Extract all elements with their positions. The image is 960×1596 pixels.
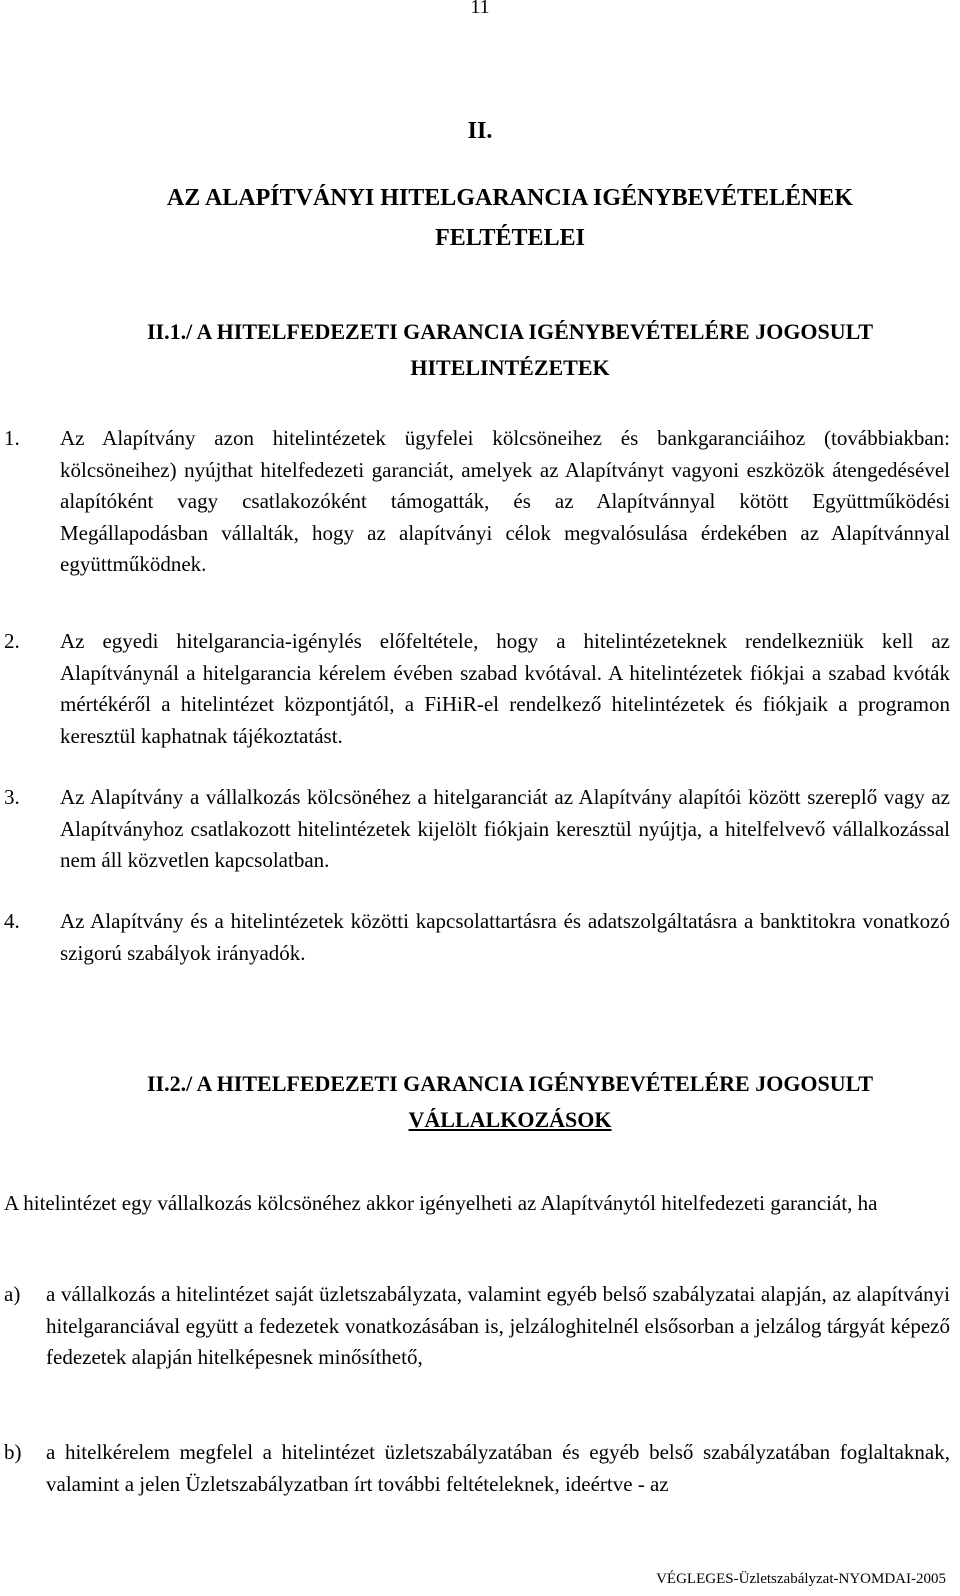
item-text: Az egyedi hitelgarancia-igénylés előfeltétele, hogy a hitelintézeteknek rendelkezniük kell az Alapítványnál a hitelgarancia kérelem évében szabad kvótával. A hitelintézetek fiókjai a szabad kvóták mértékéről a hitelintézet központjától, a FiHiR-el rendelkező hitelintézetek és fiókjaik a programon keresztül kaphatnak tájékoztatást. [60, 629, 950, 748]
chapter-number: II. [467, 118, 493, 144]
item-letter: b) [4, 1440, 22, 1464]
chapter-title-line1: AZ ALAPÍTVÁNYI HITELGARANCIA IGÉNYBEVÉTELÉNEK [166, 185, 854, 211]
item-number: 2. [4, 629, 20, 653]
section1-item-2 [0, 626, 950, 752]
item-text: a vállalkozás a hitelintézet saját üzletszabályzata, valamint egyéb belső szabályzatai alapján, az alapítványi hitelgaranciával együtt a fedezetek vonatkozásában is, jelzáloghitelnél elsősorban a jelzálog tárgyát képező fedezetek alapján hitelképesnek minősíthető, [46, 1282, 950, 1370]
item-number: 1. [4, 426, 20, 450]
section1-title-line2: HITELINTÉZETEK [410, 355, 610, 380]
section1-item-4 [0, 906, 950, 969]
item-number: 3. [4, 785, 20, 809]
page-footer: VÉGLEGES-Üzletszabályzat-NYOMDAI-2005 [656, 1571, 946, 1587]
section1-title [70, 314, 950, 386]
item-letter: a) [4, 1282, 21, 1306]
section1-item-1 [0, 423, 950, 581]
section2-title-line1: II.2./ A HITELFEDEZETI GARANCIA IGÉNYBEVÉTELÉRE JOGOSULT [146, 1071, 873, 1096]
section2-intro: A hitelintézet egy vállalkozás kölcsönéhez akkor igényelheti az Alapítványtól hitelfedezeti garanciát, ha [4, 1191, 878, 1215]
chapter-title-line2: FELTÉTELEI [435, 225, 585, 251]
chapter-title [70, 178, 950, 258]
item-text: Az Alapítvány azon hitelintézetek ügyfelei kölcsöneihez és bankgaranciáihoz (továbbiakban: kölcsöneihez) nyújthat hitelfedezeti garanciát, amelyek az Alapítványt vagyoni eszközök átengedésével alapítóként vagy csatlakozóként támogatták, és az Alapítvánnyal kötött Együttműködési Megállapodásban vállalták, hogy az alapítványi célok megvalósulása érdekében az Alapítvánnyal együttműködnek. [60, 426, 950, 577]
section2-item-b [0, 1437, 950, 1500]
item-text: Az Alapítvány a vállalkozás kölcsönéhez a hitelgaranciát az Alapítvány alapítói között szereplő vagy az Alapítványhoz csatlakozott hitelintézetek kijelölt fiókjain keresztül nyújtja, a hitelfelvevő vállalkozással nem áll közvetlen kapcsolatban. [60, 785, 950, 873]
item-number: 4. [4, 909, 20, 933]
item-text: a hitelkérelem megfelel a hitelintézet üzletszabályzatában és egyéb belső szabályzatában foglaltaknak, valamint a jelen Üzletszabályzatban írt további feltételeknek, ideértve - az [46, 1440, 950, 1496]
section2-item-a [0, 1279, 950, 1374]
page-number: 11 [470, 0, 490, 18]
section1-title-line1: II.1./ A HITELFEDEZETI GARANCIA IGÉNYBEVÉTELÉRE JOGOSULT [146, 319, 873, 344]
section2-title [70, 1066, 950, 1138]
item-text: Az Alapítvány és a hitelintézetek közötti kapcsolattartásra és adatszolgáltatásra a banktitokra vonatkozó szigorú szabályok irányadók. [60, 909, 950, 965]
section1-item-3 [0, 782, 950, 877]
section2-title-line2: VÁLLALKOZÁSOK [408, 1107, 612, 1132]
